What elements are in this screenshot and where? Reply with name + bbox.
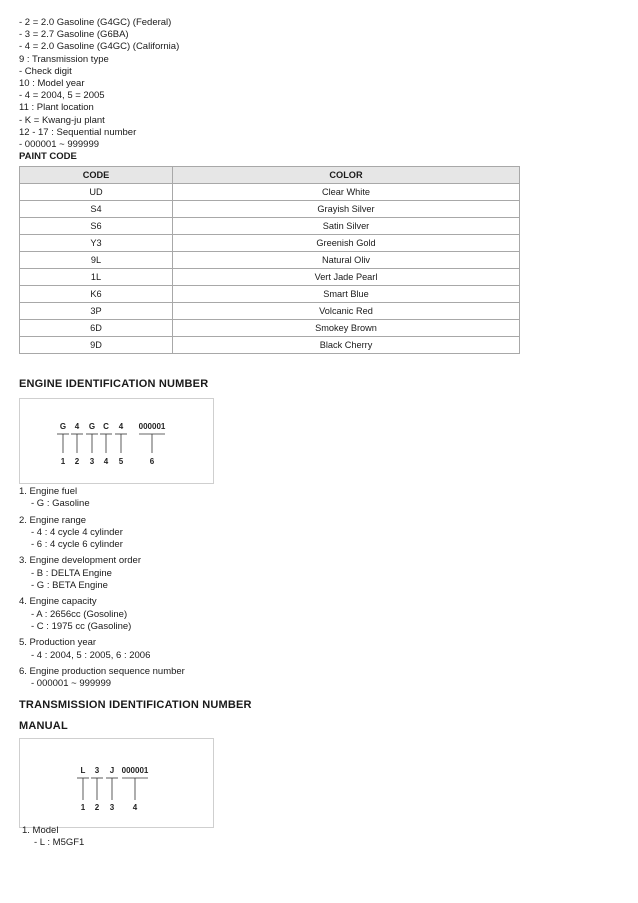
list-item-detail: - G : BETA Engine	[31, 580, 108, 592]
list-item-detail: - 4 : 2004, 5 : 2005, 6 : 2006	[31, 649, 151, 661]
vin-line: - 4 = 2004, 5 = 2005	[19, 90, 105, 102]
diagram-position-number: 6	[149, 457, 155, 466]
list-item-detail: - 000001 ~ 999999	[31, 678, 112, 690]
paint-col-color-header: COLOR	[173, 167, 520, 184]
transmission-id-diagram	[19, 738, 214, 828]
paint-code-cell: S6	[20, 218, 173, 235]
list-item	[19, 596, 185, 633]
paint-code-heading: PAINT CODE	[19, 151, 77, 163]
transmission-id-list	[22, 825, 84, 854]
paint-color-cell: Black Cherry	[173, 337, 520, 354]
diagram-char-label: L	[80, 766, 86, 775]
paint-code-cell: K6	[20, 286, 173, 303]
list-item	[19, 486, 185, 511]
diagram-position-number: 2	[94, 803, 100, 812]
diagram-char-label: 000001	[121, 766, 149, 775]
diagram-position-number: 1	[80, 803, 86, 812]
diagram-char-label: 4	[74, 422, 80, 431]
paint-col-code-header: CODE	[20, 167, 173, 184]
vin-code-lines	[19, 17, 619, 151]
diagram-char-label: 3	[94, 766, 100, 775]
paint-table-row	[20, 235, 520, 252]
list-item-detail: - G : Gasoline	[31, 498, 90, 510]
vin-line: - Check digit	[19, 65, 72, 77]
paint-color-cell: Smart Blue	[173, 286, 520, 303]
paint-table-row	[20, 303, 520, 320]
engine-id-diagram	[19, 398, 214, 484]
list-item	[19, 555, 185, 592]
diagram-char-label: 4	[118, 422, 124, 431]
diagram-char-label: C	[103, 422, 109, 431]
paint-color-cell: Satin Silver	[173, 218, 520, 235]
diagram-position-number: 5	[118, 457, 124, 466]
paint-color-cell: Volcanic Red	[173, 303, 520, 320]
engine-id-title: ENGINE IDENTIFICATION NUMBER	[19, 378, 209, 390]
list-item	[19, 637, 185, 662]
paint-table-row	[20, 320, 520, 337]
paint-code-cell: S4	[20, 201, 173, 218]
list-item-heading: 6. Engine production sequence number	[19, 665, 185, 677]
diagram-position-number: 1	[60, 457, 66, 466]
list-item-detail: - C : 1975 cc (Gasoline)	[31, 620, 132, 632]
transmission-manual-subtitle: MANUAL	[19, 720, 68, 732]
diagram-position-number: 4	[103, 457, 109, 466]
paint-code-cell: 9D	[20, 337, 173, 354]
list-item	[19, 515, 185, 552]
diagram-position-number: 2	[74, 457, 80, 466]
diagram-char-label: J	[109, 766, 115, 775]
transmission-id-diagram-svg	[20, 739, 213, 827]
paint-table-row	[20, 286, 520, 303]
paint-table-row	[20, 252, 520, 269]
diagram-char-label: 000001	[138, 422, 166, 431]
list-item	[22, 825, 84, 850]
list-item-detail: - B : DELTA Engine	[31, 567, 112, 579]
paint-color-cell: Smokey Brown	[173, 320, 520, 337]
vin-line: - 2 = 2.0 Gasoline (G4GC) (Federal)	[19, 17, 172, 28]
paint-code-table	[19, 166, 520, 354]
diagram-position-number: 4	[132, 803, 138, 812]
paint-code-cell: 3P	[20, 303, 173, 320]
list-item-detail: - A : 2656cc (Gosoline)	[31, 608, 128, 620]
engine-id-list	[19, 486, 185, 694]
paint-code-cell: 1L	[20, 269, 173, 286]
vin-line: 10 : Model year	[19, 78, 85, 90]
paint-table-row	[20, 184, 520, 201]
vin-line: 12 - 17 : Sequential number	[19, 126, 137, 138]
paint-table-row	[20, 269, 520, 286]
vin-line: - K = Kwang-ju plant	[19, 114, 105, 126]
diagram-position-number: 3	[109, 803, 115, 812]
list-item-heading: 1. Engine fuel	[19, 486, 78, 497]
list-item-heading: 5. Production year	[19, 637, 97, 649]
list-item	[19, 666, 185, 691]
paint-code-cell: 9L	[20, 252, 173, 269]
diagram-char-label: G	[88, 422, 96, 431]
vin-line: 9 : Transmission type	[19, 53, 109, 65]
list-item-heading: 2. Engine range	[19, 514, 87, 526]
vin-line: 11 : Plant location	[19, 102, 94, 114]
paint-table-row	[20, 218, 520, 235]
diagram-position-number: 3	[89, 457, 95, 466]
paint-color-cell: Clear White	[173, 184, 520, 201]
paint-code-cell: 6D	[20, 320, 173, 337]
vin-line: - 4 = 2.0 Gasoline (G4GC) (California)	[19, 41, 180, 53]
list-item-heading: 1. Model	[22, 825, 59, 836]
paint-color-cell: Natural Oliv	[173, 252, 520, 269]
vin-line: - 000001 ~ 999999	[19, 139, 100, 151]
paint-color-cell: Vert Jade Pearl	[173, 269, 520, 286]
paint-code-cell: Y3	[20, 235, 173, 252]
list-item-heading: 4. Engine capacity	[19, 596, 97, 608]
transmission-id-title: TRANSMISSION IDENTIFICATION NUMBER	[19, 699, 252, 711]
engine-id-diagram-svg	[20, 399, 213, 483]
list-item-detail: - L : M5GF1	[34, 837, 85, 849]
paint-color-cell: Greenish Gold	[173, 235, 520, 252]
list-item-detail: - 4 : 4 cycle 4 cylinder	[31, 526, 123, 538]
paint-code-cell: UD	[20, 184, 173, 201]
diagram-char-label: G	[59, 422, 67, 431]
paint-color-cell: Grayish Silver	[173, 201, 520, 218]
vin-line: - 3 = 2.7 Gasoline (G6BA)	[19, 29, 129, 41]
list-item-heading: 3. Engine development order	[19, 555, 141, 567]
list-item-detail: - 6 : 4 cycle 6 cylinder	[31, 539, 123, 551]
paint-table-header-row	[20, 167, 520, 184]
document-page	[19, 17, 619, 849]
paint-table-row	[20, 337, 520, 354]
paint-table-row	[20, 201, 520, 218]
